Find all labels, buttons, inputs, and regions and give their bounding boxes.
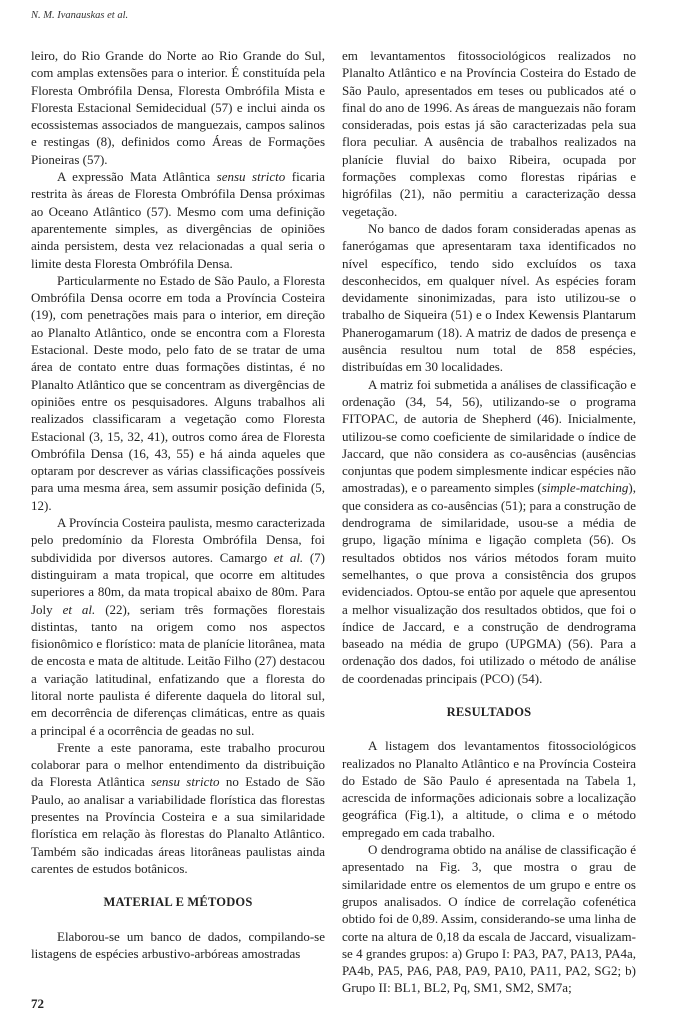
right-column <box>342 47 636 997</box>
paragraph: A listagem dos levantamentos fitossociológicos realizados no Planalto Atlântico e na Província Costeira do Estado de São Paulo é apresentada na Tabela 1, acrescida de informações adicionais sobre a localização geográfica (Fig.1), a altitude, o clima e o método empregado em cada trabalho. <box>342 738 636 840</box>
running-head: N. M. Ivanauskas et al. <box>31 10 129 21</box>
section-heading-resultados: RESULTADOS <box>446 704 532 719</box>
paragraph: em levantamentos fitossociológicos realizados no Planalto Atlântico e na Província Costeira do Estado de São Paulo, apresentados em teses ou publicados até o final do ano de 1996. As áreas de manguezais não foram consideradas, pois estas já são caracterizadas pela sua flora peculiar. A ausência de trabalhos realizados na planície fluvial do baixo Ribeira, ocupada por formações complexas como florestas ripárias e higrófilas (21), não permitiu a caracterização dessa vegetação. <box>342 48 636 219</box>
section-heading-material-metodos: MATERIAL E MÉTODOS <box>103 895 253 910</box>
paragraph: A expressão Mata Atlântica sensu stricto ficaria restrita às áreas de Floresta Ombrófila Densa próximas ao Oceano Atlântico (57). Mesmo com uma definição aparentemente simples, as divergências de opiniões ainda persistem, desta vez relacionadas a qual seria o limite desta Floresta Ombrófila Densa. <box>31 169 325 271</box>
paragraph: leiro, do Rio Grande do Norte ao Rio Grande do Sul, com amplas extensões para o interior. É constituída pela Floresta Ombrófila Densa, Floresta Ombrófila Mista e Floresta Estacional Semidecidual (57) e inclui ainda os ecossistemas associados de manguezais, campos salinos e restingas (8), definidos como Áreas de Formações Pioneiras (57). <box>31 48 325 167</box>
paragraph: O dendrograma obtido na análise de classificação é apresentado na Fig. 3, que mostra o grau de similaridade entre os elementos de um grupo e entre os grupos analisados. O índice de correlação cofenética obtido foi de 0,89. Assim, considerando-se uma linha de corte na altura de 0,18 da escala de Jaccard, visualizam-se 4 grandes grupos: a) Grupo I: PA3, PA7, PA13, PA4a, PA4b, PA5, PA6, PA8, PA9, PA10, PA11, PA2, SG2; b) Grupo II: BL1, BL2, Pq, SM1, SM2, SM7a; <box>342 842 636 996</box>
paragraph: Elaborou-se um banco de dados, compilando-se listagens de espécies arbustivo-arbóreas amostradas <box>31 928 325 961</box>
paragraph: No banco de dados foram consideradas apenas as fanerógamas que apresentaram taxa identificados no nível específico, tendo sido excluídos os taxa desconhecidos, em qualquer nível. As espécies foram devidamente sinonimizadas, para isto utilizou-se o trabalho de Siqueira (51) e o Index Kewensis Plantarum Phanerogamarum (18). A matriz de dados de presença e ausência resultou num total de 858 espécies, distribuídas em 30 localidades. <box>342 220 636 375</box>
page-number: 72 <box>31 996 44 1011</box>
left-column <box>31 47 325 962</box>
paragraph: Particularmente no Estado de São Paulo, a Floresta Ombrófila Densa ocorre em toda a Província Costeira (19), com penetrações mais para o interior, em direção ao Planalto Atlântico, onde se encontra com a Floresta Estacional. Deste modo, pelo fato de se tratar de uma área de contato entre duas formações distintas, é no Planalto Atlântico que se concentram as divergências de opiniões entre os pesquisadores. Alguns trabalhos ali realizados classificaram a vegetação como Floresta Estacional (3, 15, 32, 41), outros como área de Floresta Ombrófila Densa (16, 43, 55) e há ainda aqueles que optaram por descrever as várias classificações possíveis para uma mesma área, sem assumir posição definida (5, 12). <box>31 272 325 513</box>
paragraph: A matriz foi submetida a análises de classificação e ordenação (34, 54, 56), utilizando-se o programa FITOPAC, de autoria de Shepherd (46). Inicialmente, utilizou-se como coeficiente de similaridade o índice de Jaccard, que não considera as co-ausências (ausências conjuntas que podem simplesmente indicar espécies não amostradas), e o pareamento simples (simple-matching), que considera as co-ausências (51); para a construção de dendrograma de similaridade, usou-se a média de grupo, ligação mínima e ligação completa (56). Os resultados obtidos nos vários métodos foram muito semelhantes, o que prova a consistência dos grupos evidenciados. Optou-se então por aquele que apresentou a melhor visualização dos resultados obtidos, que foi o índice de Jaccard, e a construção de dendrograma baseado na média de grupo (UPGMA) (56). Para a ordenação dos dados, foi utilizado o método de análise de coordenadas principais (PCO) (54). <box>342 376 636 686</box>
paragraph: A Província Costeira paulista, mesmo caracterizada pelo predomínio da Floresta Ombrófila Densa, foi subdividida por diversos autores. Camargo et al. (7) distinguiram a mata tropical, que ocorre em altitudes superiores a 80m, da mata tropical abaixo de 80m. Para Joly et al. (22), seriam três formações florestais distintas, tanto na origem como nos aspectos fisionômico e florístico: mata de planície litorânea, mata de encosta e mata de altitude. Leitão Filho (27) destacou a variação latitudinal, enfatizando que a floresta do litoral norte paulista é diferente daquela do litoral sul, em decorrência de diferenças climáticas, entre as quais a principal é a ocorrência de geadas no sul. <box>31 515 325 738</box>
paragraph: Frente a este panorama, este trabalho procurou colaborar para o melhor entendimento da distribuição da Floresta Atlântica sensu stricto no Estado de São Paulo, ao analisar a variabilidade florística das florestas presentes na Província Costeira e a sua similaridade florística em relação às florestas do Planalto Atlântico. Também são indicadas áreas litorâneas paulistas ainda carentes de estudos botânicos. <box>31 739 325 876</box>
